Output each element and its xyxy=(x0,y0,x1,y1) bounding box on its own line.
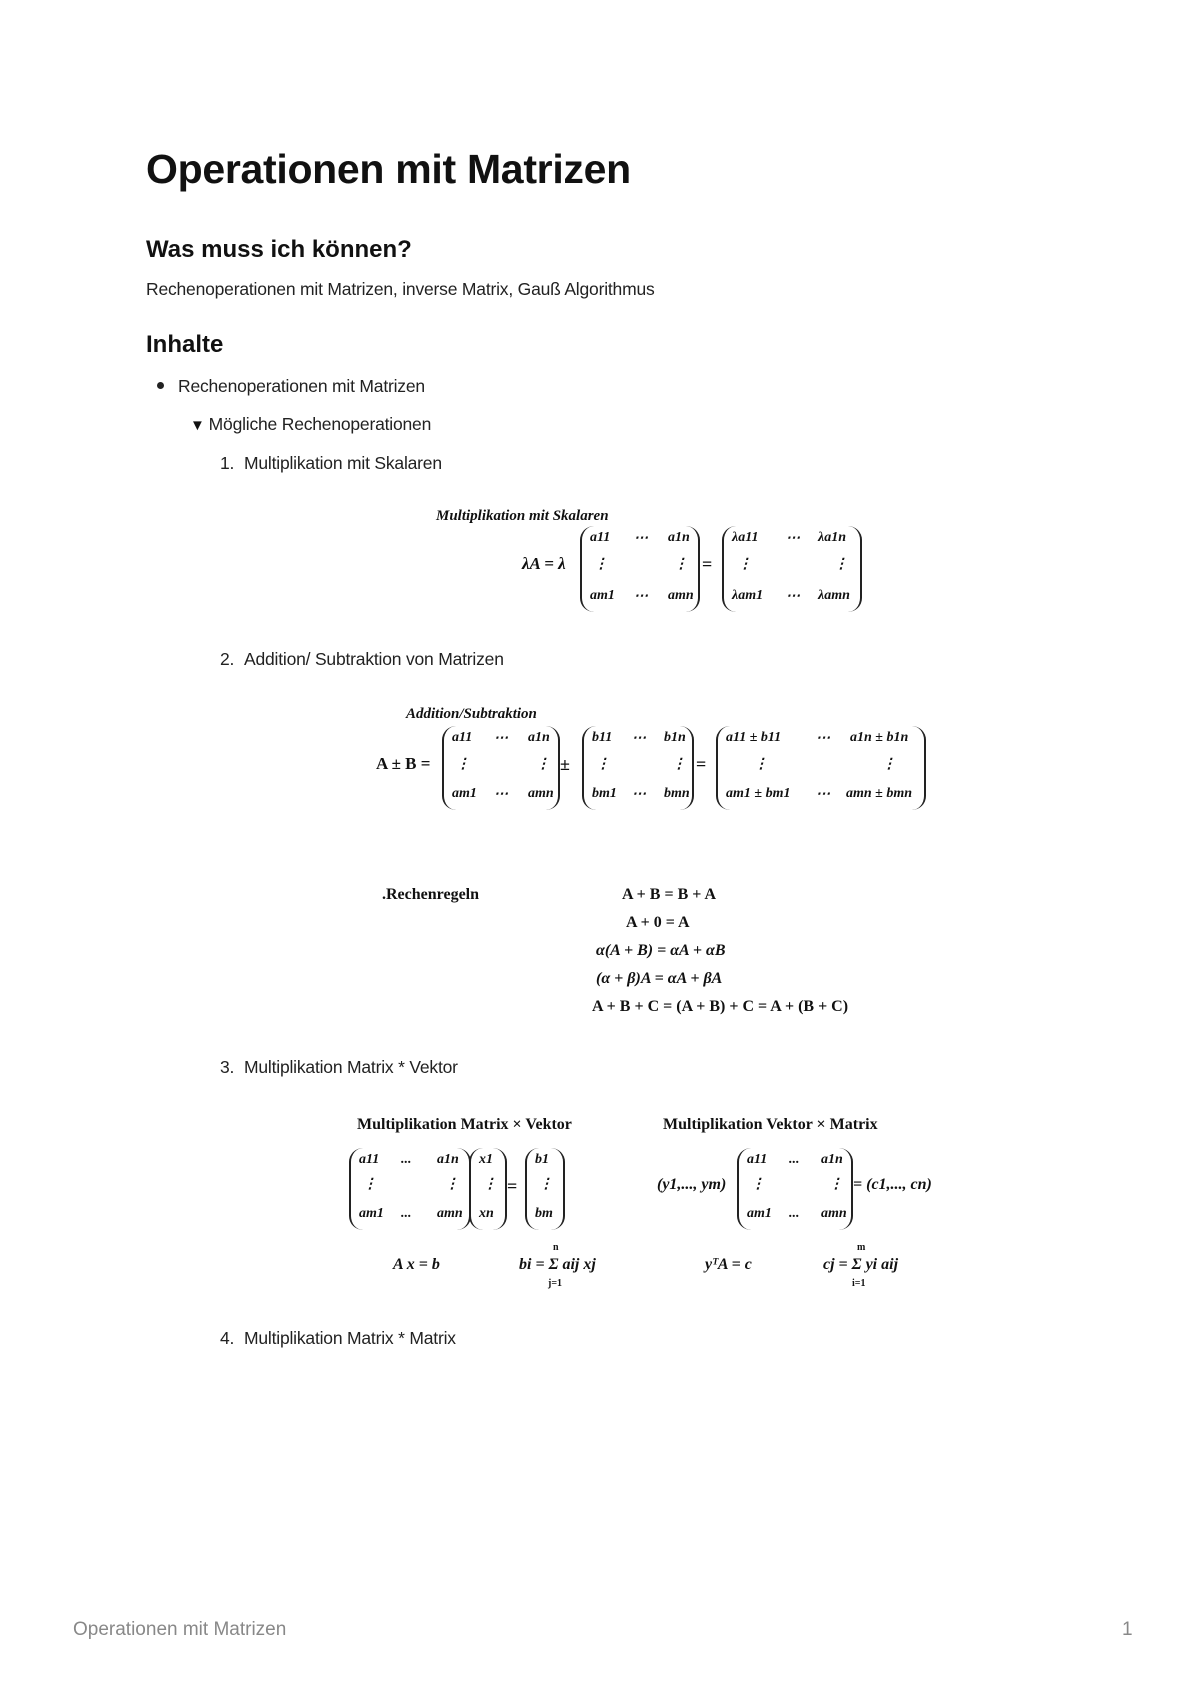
toggle-block[interactable] xyxy=(190,414,431,435)
formula-bi: bi = Σ aij xj xyxy=(519,1256,596,1273)
bullet-dot-icon xyxy=(157,382,164,389)
equals-sign: = xyxy=(702,554,713,574)
rule-line: A + B = B + A xyxy=(622,886,717,903)
formula-cj: cj = Σ yi aij xyxy=(823,1256,899,1273)
formula-lhs: λA = λ xyxy=(522,554,566,573)
equals-sign: = xyxy=(507,1176,518,1196)
matrix-a: a11 ⋯ a1n ⋮ ⋮ am1 ⋯ amn xyxy=(442,726,560,810)
addition-subtraction-formula xyxy=(372,706,932,812)
formula-caption: Multiplikation mit Skalaren xyxy=(436,508,609,524)
rules-caption: .Rechenregeln xyxy=(382,886,480,903)
rule-line: A + 0 = A xyxy=(626,914,690,931)
sum-lower-limit: j=1 xyxy=(548,1278,563,1289)
formula-ya-c: yᵀA = c xyxy=(705,1256,752,1273)
rules-block xyxy=(382,882,902,1022)
item-number: 4. xyxy=(220,1328,235,1348)
item-label: Addition/ Subtraktion von Matrizen xyxy=(244,649,504,669)
bullet-item xyxy=(157,376,425,397)
caption-matrix-vector: Multiplikation Matrix × Vektor xyxy=(357,1116,572,1133)
numbered-item xyxy=(220,1328,456,1349)
skills-text: Rechenoperationen mit Matrizen, inverse Matrix, Gauß Algorithmus xyxy=(146,279,655,299)
matrix-result: a11 ± b11 ⋯ a1n ± b1n ⋮ ⋮ am1 ± bm1 ⋯ amn ± bmn xyxy=(716,726,926,810)
toggle-label[interactable]: Mögliche Rechenoperationen xyxy=(208,414,432,434)
footer-title: Operationen mit Matrizen xyxy=(73,1619,287,1640)
numbered-item xyxy=(220,453,442,474)
matrix-a: a11 ⋯ a1n ⋮ ⋮ am1 ⋯ amn xyxy=(580,526,700,612)
formula-caption: Addition/Subtraktion xyxy=(406,706,537,722)
matrix-result: λa11 ⋯ λa1n ⋮ ⋮ λam1 ⋯ λamn xyxy=(722,526,862,612)
formula-lhs: A ± B = xyxy=(376,754,431,773)
matrix-b: b11 ⋯ b1n ⋮ ⋮ bm1 ⋯ bmn xyxy=(582,726,694,810)
page-number: 1 xyxy=(1122,1619,1133,1640)
scalar-multiplication-formula xyxy=(430,508,870,616)
matrix-vector-formula xyxy=(345,1116,945,1296)
rule-line: A + B + C = (A + B) + C = A + (B + C) xyxy=(592,998,849,1015)
item-number: 1. xyxy=(220,453,235,473)
sum-lower-limit: i=1 xyxy=(852,1278,866,1289)
vector-x: x1 ⋮ xn xyxy=(469,1148,507,1230)
matrix-a-right: a11 ... a1n ⋮ ⋮ am1 ... amn xyxy=(737,1148,853,1230)
item-number: 3. xyxy=(220,1057,235,1077)
plus-minus-sign: ± xyxy=(560,754,570,774)
rule-line: (α + β)A = αA + βA xyxy=(596,970,723,987)
vector-b: b1 ⋮ bm xyxy=(525,1148,565,1230)
contents-heading: Inhalte xyxy=(146,331,224,358)
equals-sign: = xyxy=(696,754,707,774)
item-label: Multiplikation mit Skalaren xyxy=(244,453,442,473)
matrix-a: a11 ... a1n ⋮ ⋮ am1 ... amn xyxy=(349,1148,471,1230)
numbered-item xyxy=(220,649,504,670)
item-label: Multiplikation Matrix * Vektor xyxy=(244,1057,458,1077)
sum-upper-limit: n xyxy=(553,1242,559,1253)
item-label: Multiplikation Matrix * Matrix xyxy=(244,1328,456,1348)
sum-upper-limit: m xyxy=(857,1242,866,1253)
numbered-item xyxy=(220,1057,458,1078)
rule-line: α(A + B) = αA + αB xyxy=(596,942,726,959)
bullet-item-label: Rechenoperationen mit Matrizen xyxy=(178,376,425,396)
item-number: 2. xyxy=(220,649,235,669)
caption-vector-matrix: Multiplikation Vektor × Matrix xyxy=(663,1116,878,1133)
row-vector-y: (y1,..., ym) xyxy=(657,1176,727,1193)
skills-heading: Was muss ich können? xyxy=(146,236,412,263)
formula-ax-b: A x = b xyxy=(393,1256,440,1273)
result-vector-c: = (c1,..., cn) xyxy=(853,1176,932,1193)
page-title: Operationen mit Matrizen xyxy=(146,146,631,192)
toggle-triangle-icon[interactable]: ▼ xyxy=(190,417,205,434)
